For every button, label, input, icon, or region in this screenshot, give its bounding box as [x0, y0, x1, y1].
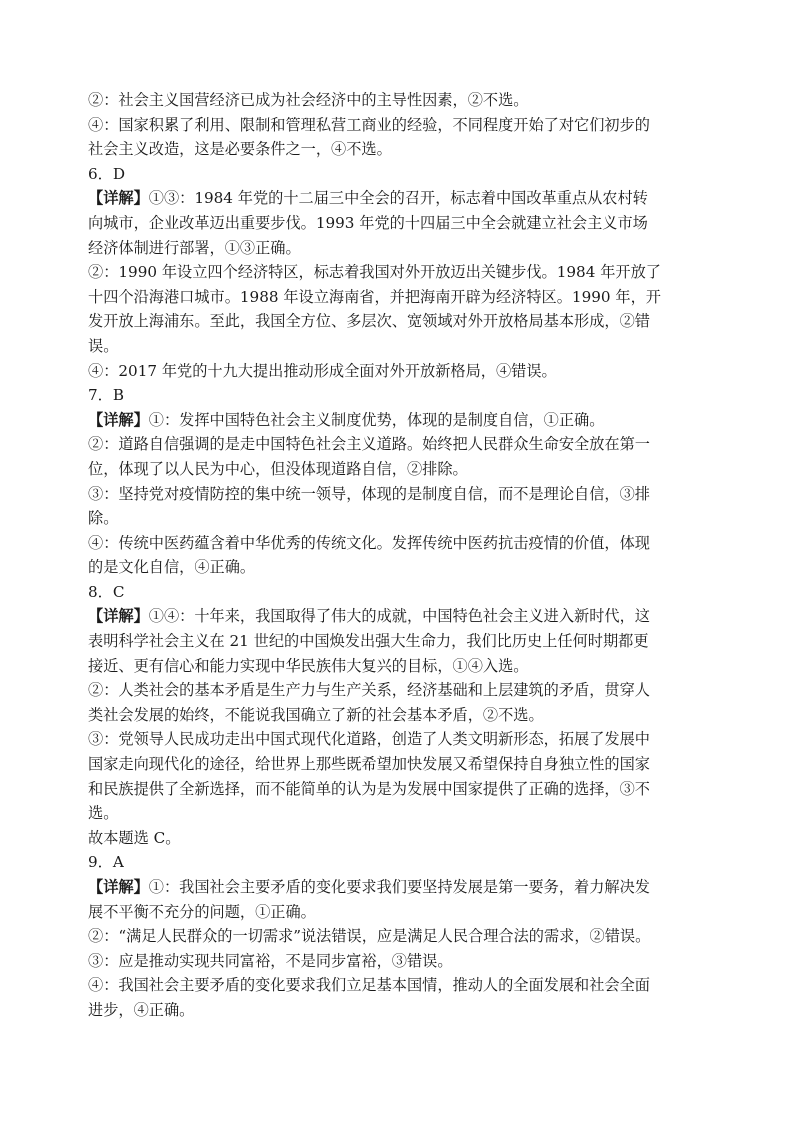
line-text: 接近、更有信心和能力实现中华民族伟大复兴的目标，①④入选。	[88, 656, 529, 675]
line-text: ③：党领导人民成功走出中国式现代化道路，创造了人类文明新形态，拓展了发展中	[88, 730, 650, 749]
text-line	[88, 137, 708, 162]
text-line	[88, 580, 708, 605]
line-text: ③：坚持党对疫情防控的集中统一领导，体现的是制度自信，而不是理论自信，③排	[88, 484, 650, 503]
text-line	[88, 359, 708, 384]
text-line	[88, 162, 708, 187]
text-line	[88, 654, 708, 679]
text-line	[88, 900, 708, 925]
text-line	[88, 383, 708, 408]
line-text: ①③：1984 年党的十二届三中全会的召开，标志着中国改革重点从农村转	[148, 189, 648, 208]
text-line	[88, 236, 708, 261]
text-line	[88, 826, 708, 851]
text-line	[88, 949, 708, 974]
text-line	[88, 186, 708, 211]
text-line	[88, 285, 708, 310]
text-line	[88, 113, 708, 138]
line-text: ④：传统中医药蕴含着中华优秀的传统文化。发挥传统中医药抗击疫情的价值，体现	[88, 533, 650, 552]
line-text: ④：我国社会主要矛盾的变化要求我们立足基本国情，推动人的全面发展和社会全面	[88, 976, 650, 995]
explanation-tag: 【详解】	[88, 410, 149, 429]
explanation-tag: 【详解】	[88, 878, 149, 896]
text-line	[88, 752, 708, 777]
line-text: ②：道路自信强调的是走中国特色社会主义道路。始终把人民群众生命安全放在第一	[88, 435, 650, 454]
text-line	[88, 850, 708, 875]
text-line	[88, 703, 708, 728]
text-line	[88, 555, 708, 580]
text-line	[88, 88, 708, 113]
line-text: ②：“满足人民群众的一切需求”说法错误，应是满足人民合理合法的需求，②错误。	[88, 927, 651, 946]
explanation-tag: 【详解】	[88, 189, 149, 208]
text-line	[88, 678, 708, 703]
text-line	[88, 211, 708, 236]
line-text: ①：我国社会主要矛盾的变化要求我们要坚持发展是第一要务，着力解决发	[148, 878, 650, 896]
line-text: 9．A	[88, 853, 124, 872]
text-line	[88, 973, 708, 998]
line-text: 7．B	[88, 386, 125, 405]
line-text: 国家走向现代化的途径，给世界上那些既希望加快发展又希望保持自身独立性的国家	[88, 755, 650, 774]
line-text: 6．D	[88, 164, 126, 183]
text-line	[88, 998, 708, 1023]
line-text: 进步，④正确。	[88, 1000, 195, 1019]
text-line	[88, 727, 708, 752]
line-text: ①：发挥中国特色社会主义制度优势，体现的是制度自信，①正确。	[148, 410, 605, 429]
text-line	[88, 924, 708, 949]
line-text: 故本题选 C。	[88, 828, 181, 847]
line-text: ④：2017 年党的十九大提出推动形成全面对外开放新格局，④错误。	[88, 361, 557, 380]
text-line	[88, 506, 708, 531]
line-text: 除。	[88, 509, 119, 528]
line-text: ②：1990 年设立四个经济特区，标志着我国对外开放迈出关键步伐。1984 年开放了	[88, 263, 661, 282]
text-line	[88, 334, 708, 359]
text-line	[88, 309, 708, 334]
line-text: 的是文化自信，④正确。	[88, 558, 256, 577]
line-text: 选。	[88, 804, 119, 823]
text-line	[88, 260, 708, 285]
line-text: ③：应是推动实现共同富裕，不是同步富裕，③错误。	[88, 951, 453, 970]
text-line	[88, 875, 708, 900]
line-text: 十四个沿海港口城市。1988 年设立海南省，并把海南开辟为经济特区。1990 年，开	[88, 287, 661, 306]
answer-explanations	[88, 88, 708, 1023]
line-text: 展不平衡不充分的问题，①正确。	[88, 902, 316, 921]
text-line	[88, 777, 708, 802]
text-line	[88, 629, 708, 654]
text-line	[88, 604, 708, 629]
line-text: 发开放上海浦东。至此，我国全方位、多层次、宽领域对外开放格局基本形成，②错	[88, 312, 650, 331]
line-text: ①④：十年来，我国取得了伟大的成就，中国特色社会主义进入新时代，这	[148, 607, 650, 626]
line-text: 向城市，企业改革迈出重要步伐。1993 年党的十四届三中全会就建立社会主义市场	[88, 213, 648, 232]
line-text: 误。	[88, 336, 119, 355]
line-text: ②：社会主义国营经济已成为社会经济中的主导性因素，②不选。	[88, 91, 529, 109]
line-text: ②：人类社会的基本矛盾是生产力与生产关系，经济基础和上层建筑的矛盾，贯穿人	[88, 681, 650, 700]
line-text: 8．C	[88, 582, 125, 601]
line-text: 表明科学社会主义在 21 世纪的中国焕发出强大生命力，我们比历史上任何时期都更	[88, 632, 649, 651]
explanation-tag: 【详解】	[88, 607, 149, 626]
line-text: 社会主义改造，这是必要条件之一，④不选。	[88, 140, 392, 159]
text-line	[88, 457, 708, 482]
text-line	[88, 531, 708, 556]
line-text: 类社会发展的始终，不能说我国确立了新的社会基本矛盾，②不选。	[88, 705, 544, 724]
line-text: 和民族提供了全新选择，而不能简单的认为是为发展中国家提供了正确的选择，③不	[88, 779, 650, 798]
line-text: 位，体现了以人民为中心，但没体现道路自信，②排除。	[88, 459, 468, 478]
line-text: ④：国家积累了利用、限制和管理私营工商业的经验，不同程度开始了对它们初步的	[88, 115, 650, 134]
text-line	[88, 801, 708, 826]
text-line	[88, 432, 708, 457]
text-line	[88, 482, 708, 507]
text-line	[88, 408, 708, 433]
line-text: 经济体制进行部署，①③正确。	[88, 238, 301, 257]
